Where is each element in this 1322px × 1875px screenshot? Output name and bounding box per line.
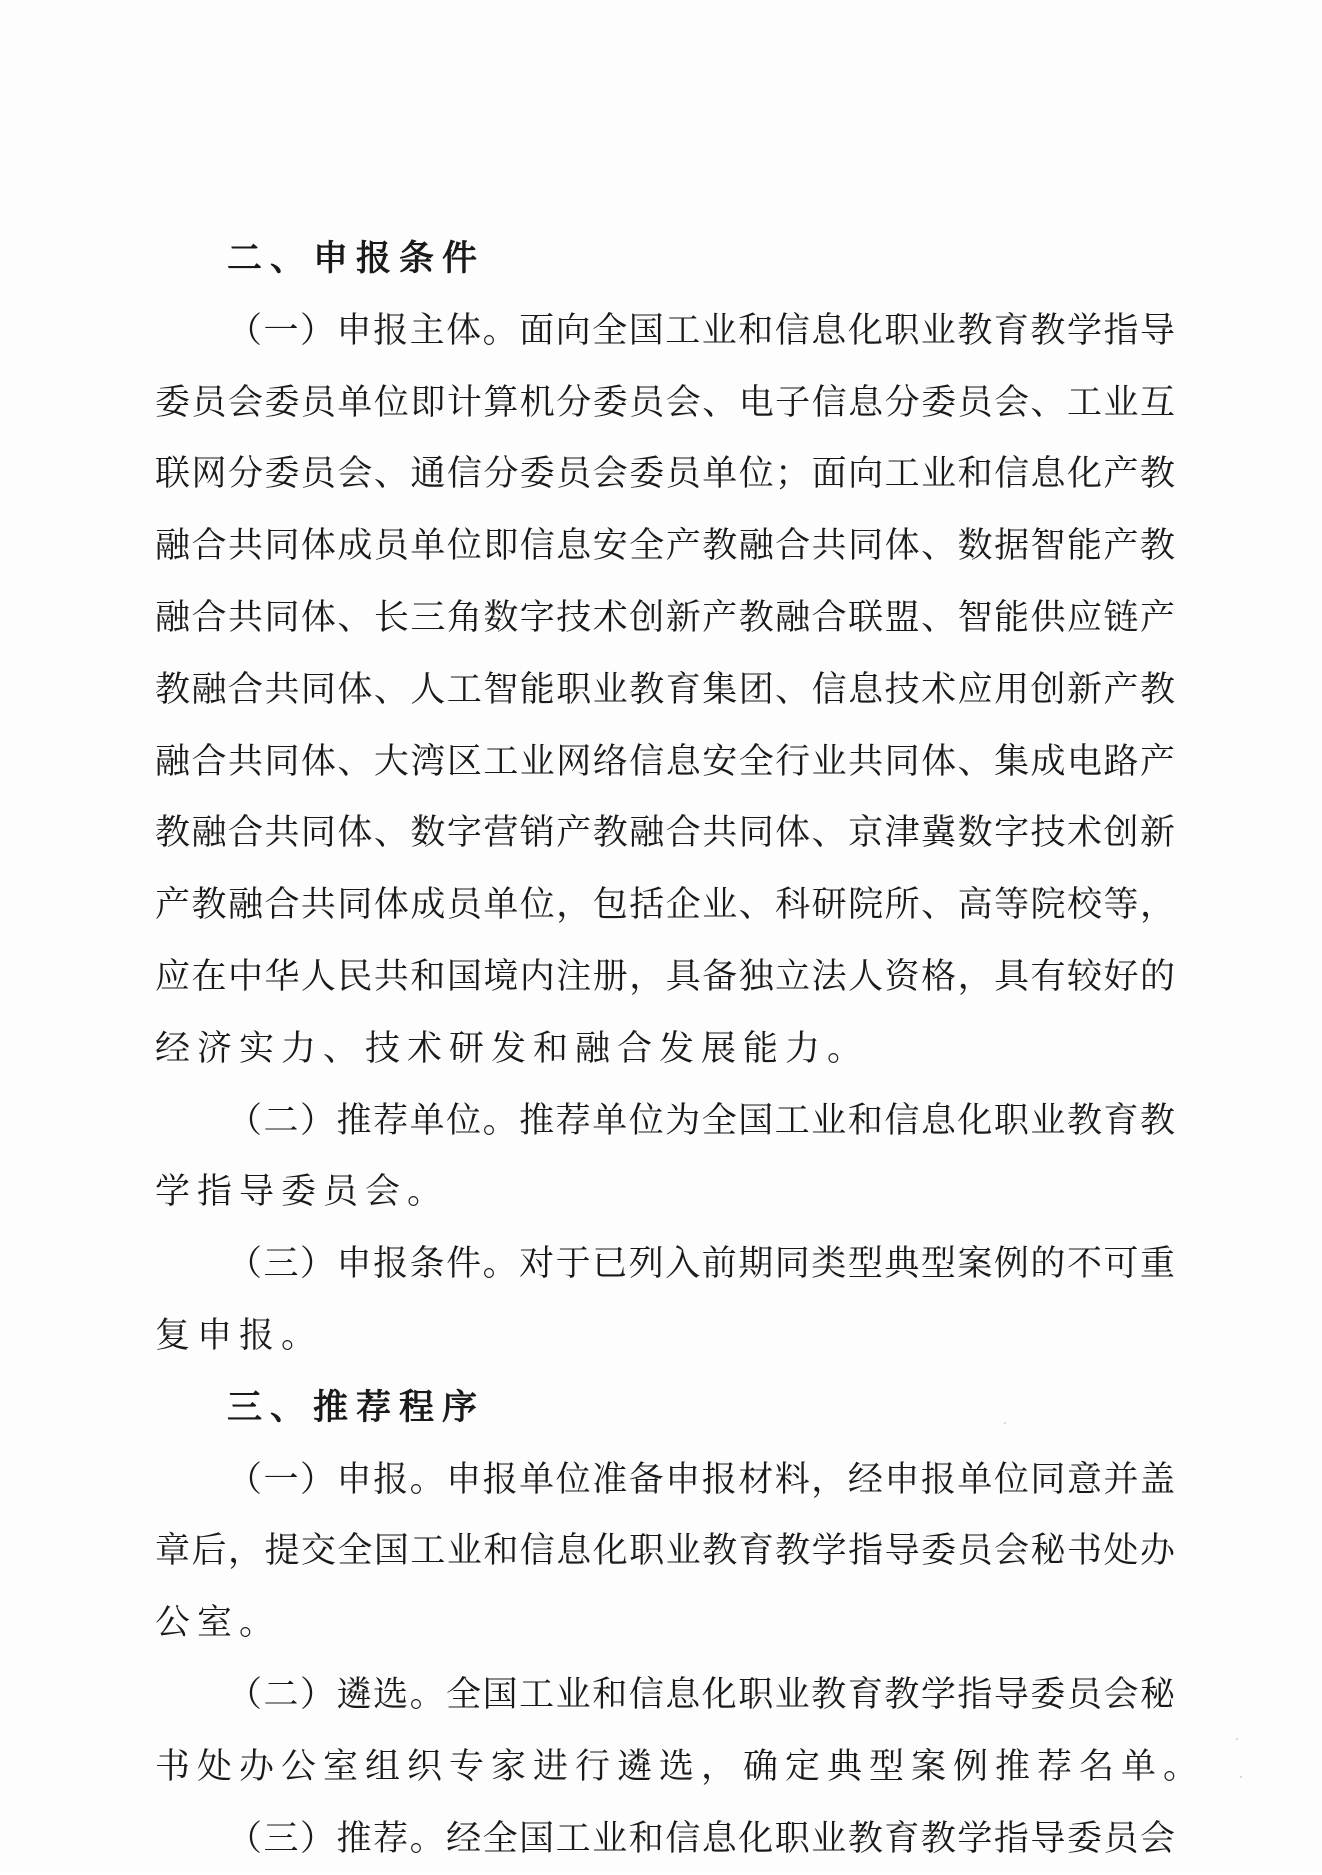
text-line: 章后，提交全国工业和信息化职业教育教学指导委员会秘书处办: [155, 1531, 1175, 1572]
scan-speck: [1240, 1776, 1242, 1778]
text-line: 教融合共同体、人工智能职业教育集团、信息技术应用创新产教: [155, 669, 1175, 710]
text-line: 应在中华人民共和国境内注册，具备独立法人资格，具有较好的: [155, 956, 1175, 997]
paragraph-applicant: [155, 296, 1175, 1086]
scan-speck: [1236, 1738, 1238, 1740]
text-line: 委员会委员单位即计算机分委员会、电子信息分委员会、工业互: [155, 382, 1175, 423]
text-line: 产教融合共同体成员单位，包括企业、科研院所、高等院校等，: [155, 885, 1175, 926]
text-line: 融合共同体成员单位即信息安全产教融合共同体、数据智能产教: [155, 526, 1175, 567]
text-line: 学指导委员会。: [155, 1172, 450, 1213]
text-line: 书处办公室组织专家进行遴选，确定典型案例推荐名单。: [155, 1746, 1206, 1787]
text-line: 融合共同体、长三角数字技术创新产教融合联盟、智能供应链产: [155, 597, 1175, 638]
text-line: 融合共同体、大湾区工业网络信息安全行业共同体、集成电路产: [155, 741, 1175, 782]
text-line: 公室。: [155, 1603, 282, 1644]
paragraph-selection: [155, 1660, 1206, 1804]
scan-speck: [1004, 1422, 1006, 1424]
document-body: [155, 224, 1206, 1875]
section-heading-application-conditions: 二、申报条件: [227, 239, 486, 279]
text-line: （三）推荐。经全国工业和信息化职业教育教学指导委员会: [227, 1818, 1175, 1859]
text-line: 复申报。: [155, 1315, 324, 1356]
text-line: 教融合共同体、数字营销产教融合共同体、京津冀数字技术创新: [155, 813, 1175, 854]
text-line: （二）遴选。全国工业和信息化职业教育教学指导委员会秘: [227, 1674, 1175, 1715]
paragraph-recommending-unit: [155, 1086, 1175, 1230]
text-line: 联网分委员会、通信分委员会委员单位；面向工业和信息化产教: [155, 454, 1175, 495]
text-line: （三）申报条件。对于已列入前期同类型典型案例的不可重: [227, 1244, 1175, 1285]
text-line: 经济实力、技术研发和融合发展能力。: [155, 1028, 870, 1069]
paragraph-recommendation: [155, 1804, 1175, 1875]
section-heading-recommendation-procedure: 三、推荐程序: [227, 1387, 486, 1428]
text-line: （一）申报。申报单位准备申报材料，经申报单位同意并盖: [227, 1459, 1175, 1500]
text-line: （一）申报主体。面向全国工业和信息化职业教育教学指导: [227, 310, 1175, 351]
text-line: （二）推荐单位。推荐单位为全国工业和信息化职业教育教: [227, 1100, 1175, 1141]
paragraph-application: [155, 1445, 1175, 1660]
paragraph-conditions: [155, 1229, 1175, 1373]
